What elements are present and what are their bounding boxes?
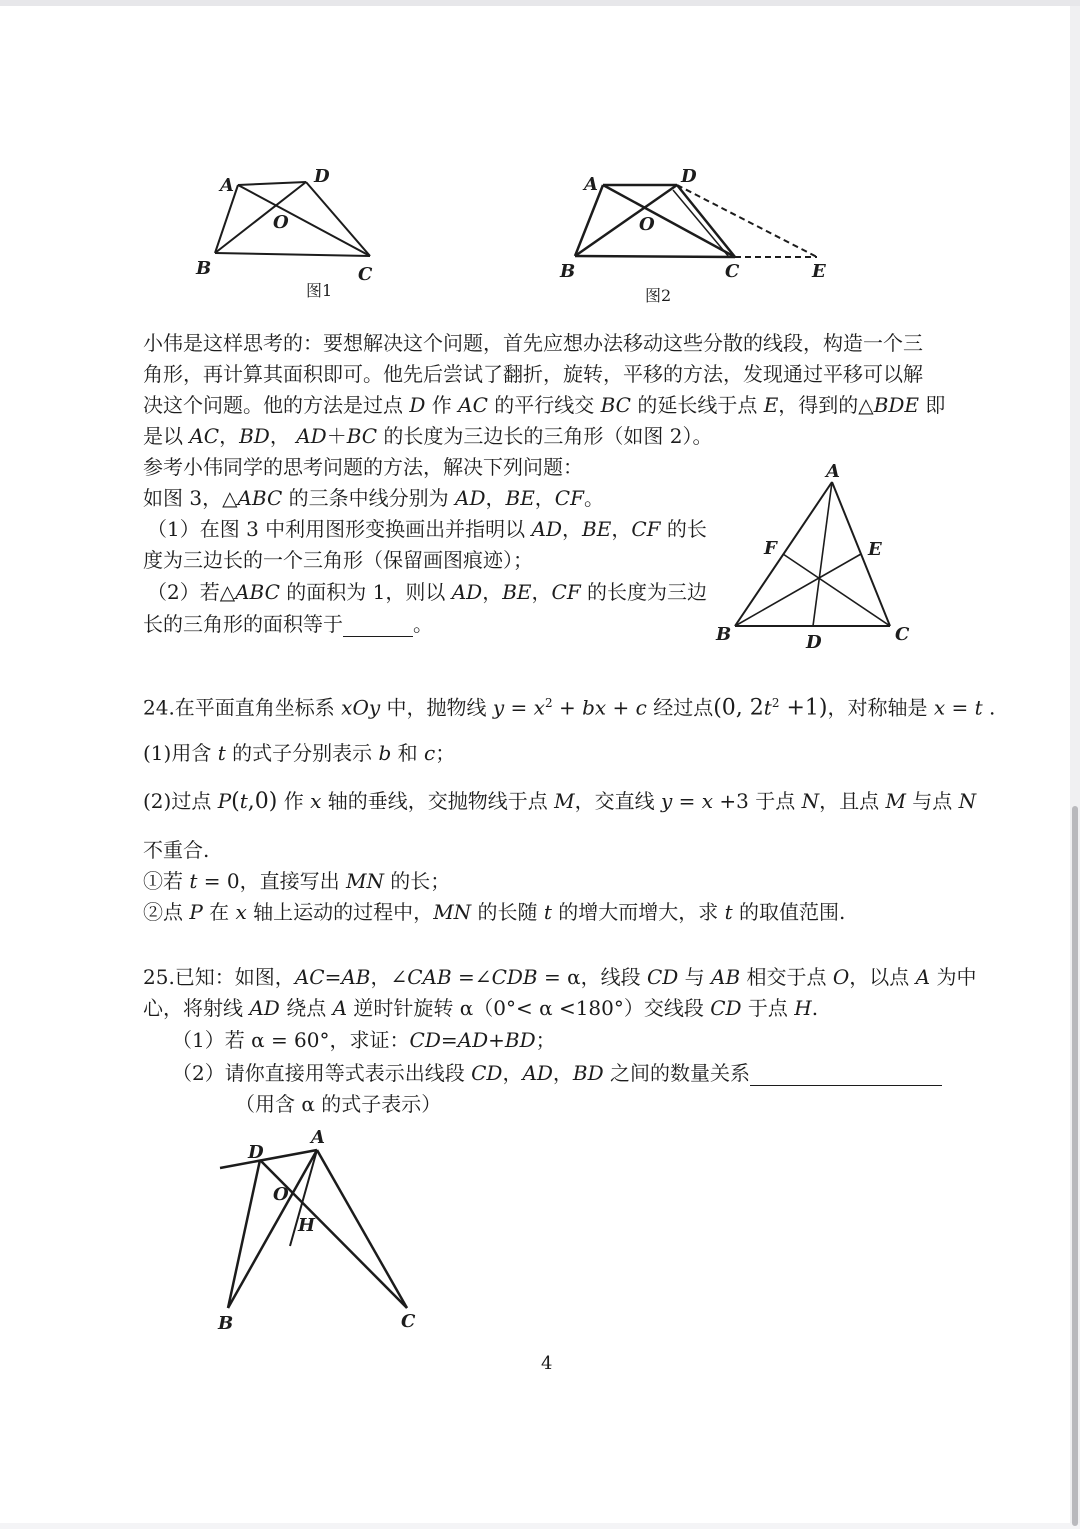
q23-sub1-line-1: （1）在图 3 中利用图形变换画出并指明以 AD，BE，CF 的长 xyxy=(147,517,707,541)
fig1-label-o: O xyxy=(273,212,289,233)
q24-stem: 24.在平面直角坐标系 xOy 中，抛物线 $y = x^2$ + bx + c 经过点(0, $2t^2 +1$)，对称轴是 x = t . xyxy=(143,695,996,721)
figure-2 xyxy=(555,160,845,310)
scrollbar-track[interactable] xyxy=(1070,6,1080,1523)
q25-part1: （1）若 α = 60°，求证：CD=AD+BD； xyxy=(172,1028,556,1052)
fig25-label-b: B xyxy=(218,1313,234,1334)
fig25-seg-ac xyxy=(317,1150,407,1308)
fig2-seg-ac xyxy=(603,185,735,257)
fig2-seg-dc xyxy=(677,185,735,257)
fig2-label-o: O xyxy=(639,214,655,235)
fig1-seg-ad xyxy=(238,182,306,185)
fig3-label-f: F xyxy=(764,538,777,559)
fig2-label-a: A xyxy=(584,174,598,195)
fig2-label-b: B xyxy=(560,261,576,282)
q24-part1: (1)用含 t 的式子分别表示 b 和 c； xyxy=(143,741,456,765)
q23-paragraph-line-4: 是以 AC，BD， AD＋BC 的长度为三边长的三角形（如图 2）。 xyxy=(143,424,713,448)
q23-sub2-line-2: 长的三角形的面积等于 。 xyxy=(143,612,433,636)
fig1-label-b: B xyxy=(196,258,212,279)
q23-paragraph-line-3: 决这个问题。他的方法是过点 D 作 AC 的平行线交 BC 的延长线于点 E，得到的△BDE 即 xyxy=(143,393,946,417)
fig1-seg-bc xyxy=(215,253,370,256)
fig1-seg-dc xyxy=(306,182,370,256)
fig3-median-ad xyxy=(813,482,832,626)
fig25-seg-db xyxy=(228,1160,260,1308)
q25-part2: （2）请你直接用等式表示出线段 CD，AD，BD 之间的数量关系 xyxy=(172,1059,942,1086)
fig3-label-e: E xyxy=(868,539,882,560)
fig25-label-a: A xyxy=(311,1127,325,1148)
q25-answer-blank[interactable] xyxy=(750,1059,942,1086)
figure-q25 xyxy=(200,1120,440,1335)
q24-case2: ②点 P 在 x 轴上运动的过程中，MN 的长随 t 的增大而增大，求 t 的取值范围. xyxy=(143,900,846,924)
scrollbar-thumb[interactable] xyxy=(1072,806,1078,1526)
q23-answer-blank[interactable] xyxy=(343,610,413,637)
q23-reference-line: 参考小伟同学的思考问题的方法，解决下列问题： xyxy=(143,455,583,479)
q23-intro-line: 如图 3，△ABC 的三条中线分别为 AD，BE，CF。 xyxy=(143,486,604,510)
fig2-seg-dc-inner xyxy=(673,190,729,257)
fig3-label-a: A xyxy=(826,461,840,482)
fig1-label-d: D xyxy=(314,166,330,187)
fig2-caption: 图2 xyxy=(645,286,672,305)
fig3-label-b: B xyxy=(716,624,732,645)
q23-sub2-line-1: （2）若△ABC 的面积为 1，则以 AD，BE，CF 的长度为三边 xyxy=(147,580,708,604)
fig3-label-d: D xyxy=(806,632,822,653)
q23-paragraph-line-2: 角形，再计算其面积即可。他先后尝试了翻折，旋转，平移的方法，发现通过平移可以解 xyxy=(143,362,923,386)
fig25-label-c: C xyxy=(401,1311,416,1332)
fig2-seg-bc xyxy=(575,256,735,257)
q25-stem-line-2: 心，将射线 AD 绕点 A 逆时针旋转 α（0°< α <180°）交线段 CD 于点 H. xyxy=(143,996,819,1020)
q25-stem-line-1: 25.已知：如图，AC=AB，∠CAB =∠CDB = α，线段 CD 与 AB 相交于点 O，以点 A 为中 xyxy=(143,965,977,989)
page-number: 4 xyxy=(541,1353,553,1374)
q24-part2-line-1: (2)过点 P(t,0) 作 x 轴的垂线，交抛物线于点 M，交直线 y = x +3 于点 N，且点 M 与点 N xyxy=(143,789,977,814)
q23-sub1-line-2: 度为三边长的一个三角形（保留画图痕迹）； xyxy=(143,548,533,572)
fig3-label-c: C xyxy=(895,624,910,645)
fig2-label-c: C xyxy=(725,261,740,282)
fig25-label-h: H xyxy=(298,1215,316,1236)
fig25-label-o: O xyxy=(273,1184,289,1205)
fig2-label-d: D xyxy=(681,166,697,187)
fig1-label-a: A xyxy=(220,175,234,196)
fig25-seg-line-da xyxy=(220,1150,317,1168)
figure-1 xyxy=(190,160,390,305)
fig1-caption: 图1 xyxy=(306,281,333,300)
q24-part2-line-2: 不重合. xyxy=(143,838,210,862)
q25-part2-note: （用含 α 的式子表示） xyxy=(235,1092,442,1116)
fig25-label-d: D xyxy=(248,1142,264,1163)
fig2-label-e: E xyxy=(812,261,826,282)
figure-3 xyxy=(705,460,925,655)
fig1-label-c: C xyxy=(358,264,373,285)
q24-case1: ①若 t = 0，直接写出 MN 的长； xyxy=(143,869,451,893)
q23-paragraph-line-1: 小伟是这样思考的：要想解决这个问题，首先应想办法移动这些分散的线段，构造一个三 xyxy=(143,331,923,355)
fig25-seg-dc xyxy=(260,1160,407,1308)
